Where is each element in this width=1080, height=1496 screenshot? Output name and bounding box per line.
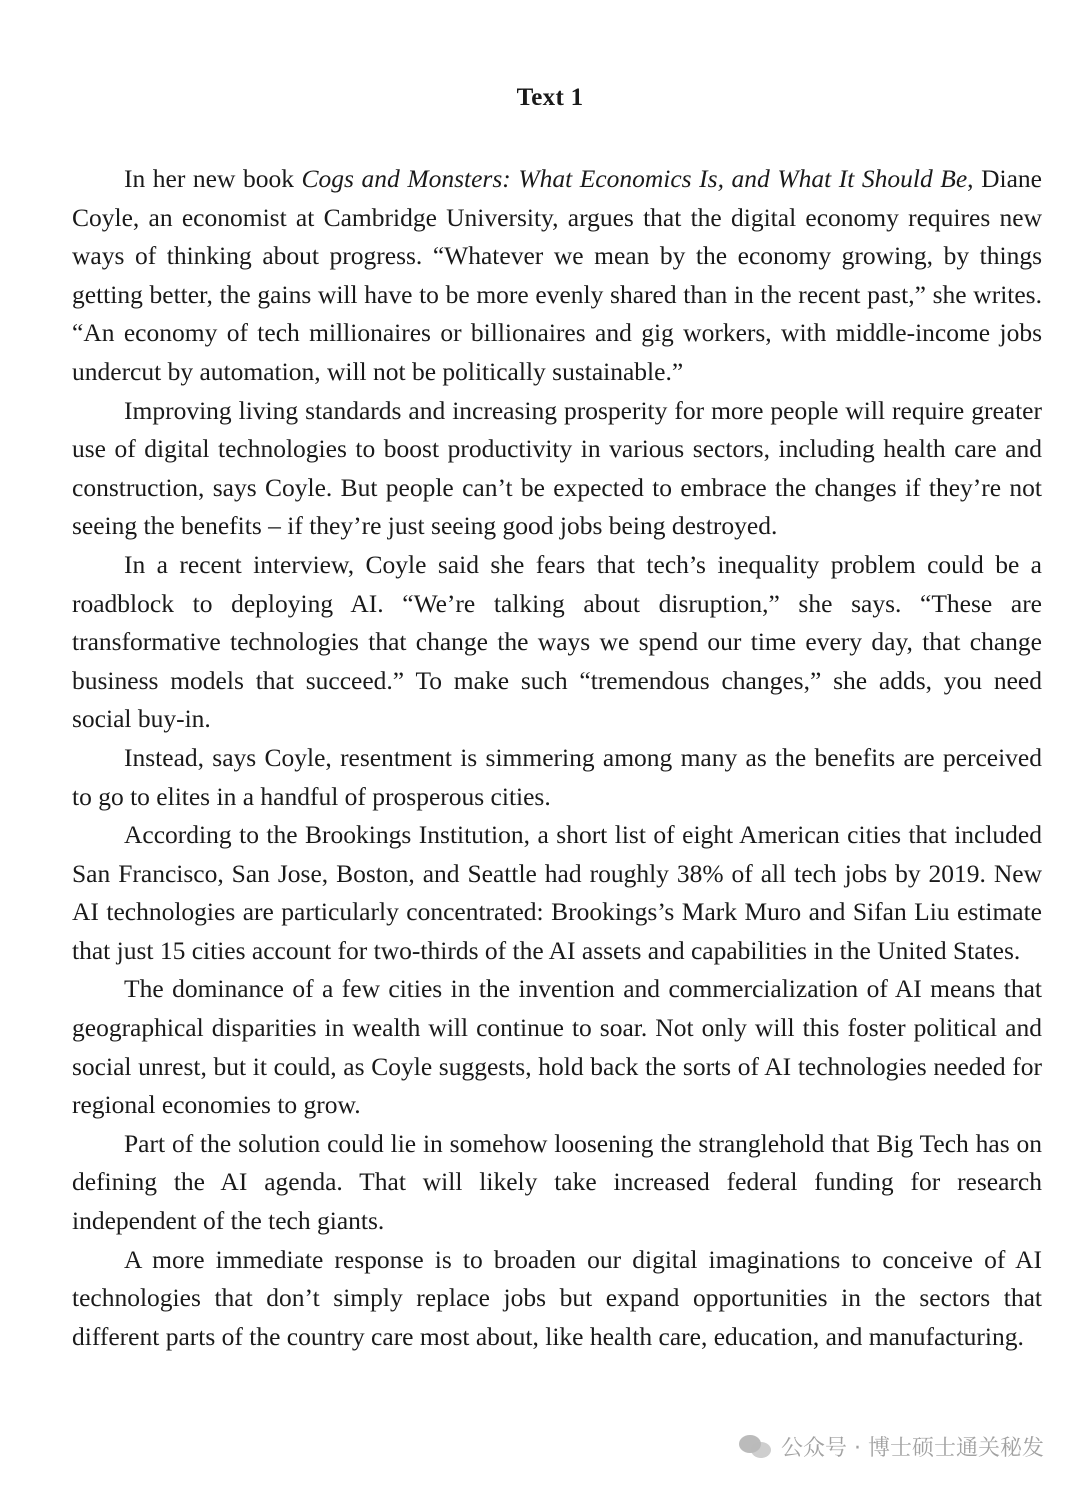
paragraph-1 — [72, 160, 1042, 392]
paragraph-6: The dominance of a few cities in the invention and commercialization of AI means that geographical disparities in wealth will continue to soar. Not only will this foster political and social unrest, but it could, as Coyle suggests, hold back the sorts of AI technologies needed for regional economies to grow. — [72, 974, 1042, 1120]
watermark-text: 公众号 · 博士硕士通关秘发 — [781, 1436, 1044, 1461]
paragraph-1-intro: In her new book — [124, 164, 302, 193]
paragraph-4: Instead, says Coyle, resentment is simmering among many as the benefits are perceived to go to elites in a handful of prosperous cities. — [72, 742, 1042, 811]
book-title: Cogs and Monsters: What Economics Is, and What It Should Be — [301, 164, 968, 193]
paragraph-3: In a recent interview, Coyle said she fears that tech’s inequality problem could be a roadblock to deploying AI. “We’re talking about disruption,” she says. “These are transformative technologies that change the ways we spend our time every day, that change business models that succeed.” To make such “tremendous changes,” she adds, you need social buy-in. — [72, 549, 1042, 734]
paragraph-2: Improving living standards and increasing prosperity for more people will require greater use of digital technologies to boost productivity in various sectors, including health care and construction, says Coyle. But people can’t be expected to embrace the changes if they’re not seeing the benefits – if they’re just seeing good jobs being destroyed. — [72, 395, 1042, 541]
paragraph-7: Part of the solution could lie in somehow loosening the stranglehold that Big Tech has on defining the AI agenda. That will likely take increased federal funding for research independent of the tech giants. — [72, 1128, 1042, 1236]
watermark — [739, 1431, 1044, 1462]
paragraph-1-rest: , Diane Coyle, an economist at Cambridge University, argues that the digital economy requires new ways of thinking about progress. “Whatever we mean by the economy growing, by things getting better, the gains will have to be more evenly shared than in the recent past,” she writes. “An economy of tech millionaires or billionaires and gig workers, with middle-income jobs undercut by automation, will not be politically sustainable.” — [72, 164, 1042, 386]
wechat-icon — [739, 1433, 773, 1461]
paragraph-5: According to the Brookings Institution, a short list of eight American cities that included San Francisco, San Jose, Boston, and Seattle had roughly 38% of all tech jobs by 2019. New AI technologies are particularly concentrated: Brookings’s Mark Muro and Sifan Liu estimate that just 15 cities account for two-thirds of the AI assets and capabilities in the United States. — [72, 820, 1042, 965]
paragraph-8: A more immediate response is to broaden our digital imaginations to conceive of AI technologies that don’t simply replace jobs but expand opportunities in the sectors that different parts of the country care most about, like health care, education, and manufacturing. — [72, 1244, 1042, 1351]
article-body — [72, 160, 1042, 1356]
document-title: Text 1 — [516, 84, 584, 111]
